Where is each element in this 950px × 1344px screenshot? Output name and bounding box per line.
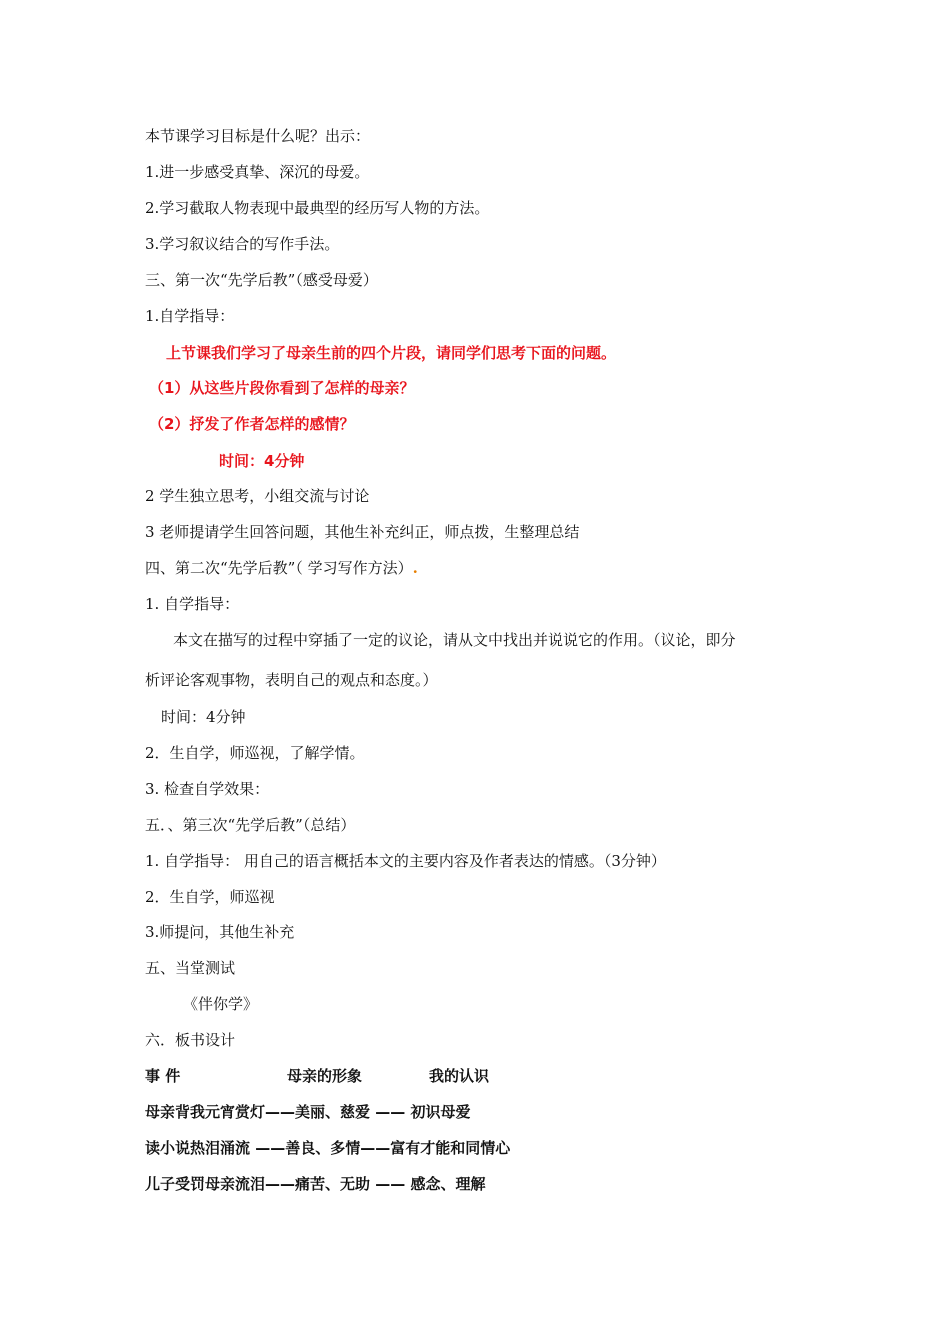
section-4-guide: 1. 自学指导： <box>145 595 240 613</box>
section-4-heading-text: 四、第二次“先学后教”（ 学习写作方法） <box>145 559 413 577</box>
section-3-step-3: 3 老师提请学生回答问题，其他生补充纠正，师点拨，生整理总结 <box>145 523 580 541</box>
goals-intro: 本节课学习目标是什么呢？出示： <box>145 127 371 145</box>
section-3-step-2: 2 学生独立思考，小组交流与讨论 <box>145 487 370 505</box>
section-5a-heading: 五．、第三次“先学后教”（总结） <box>145 816 356 834</box>
goal-item-3: 3.学习叙议结合的写作手法。 <box>145 235 340 253</box>
goal-item-1: 1.进一步感受真挚、深沉的母爱。 <box>145 163 370 181</box>
board-header-image: 母亲的形象 <box>287 1067 363 1085</box>
section-5a-guide: 1. 自学指导： 用自己的语言概括本文的主要内容及作者表达的情感。（3分钟） <box>145 852 666 870</box>
board-row-1: 母亲背我元宵赏灯——美丽、慈爱 —— 初识母爱 <box>145 1103 471 1121</box>
section-3-question-intro: 上节课我们学习了母亲生前的四个片段，请同学们思考下面的问题。 <box>166 344 617 362</box>
section-4-paragraph-line-2: 析评论客观事物，表明自己的观点和态度。） <box>145 671 438 689</box>
section-4-time: 时间：4分钟 <box>161 708 246 726</box>
section-3-question-1: （1）从这些片段你看到了怎样的母亲？ <box>149 379 415 397</box>
section-3-time: 时间：4分钟 <box>219 452 305 470</box>
section-5b-book: 《伴你学》 <box>183 995 259 1013</box>
board-header-event: 事 件 <box>145 1067 181 1085</box>
goal-item-2: 2.学习截取人物表现中最典型的经历写人物的方法。 <box>145 199 490 217</box>
section-3-question-2: （2）抒发了作者怎样的感情？ <box>149 415 355 433</box>
section-5a-step-3: 3.师提问，其他生补充 <box>145 923 295 941</box>
section-3-heading: 三、第一次“先学后教”（感受母爱） <box>145 271 378 289</box>
section-4-heading-dot: . <box>412 559 418 577</box>
board-header-row <box>145 1066 489 1086</box>
board-header-understanding: 我的认识 <box>429 1067 490 1085</box>
board-row-3: 儿子受罚母亲流泪——痛苦、无助 —— 感念、理解 <box>145 1175 486 1193</box>
section-3-guide: 1.自学指导： <box>145 307 235 325</box>
section-4-step-2: 2．生自学，师巡视，了解学情。 <box>145 744 365 762</box>
section-5a-step-2: 2．生自学，师巡视 <box>145 888 275 906</box>
section-4-step-3: 3. 检查自学效果： <box>145 780 270 798</box>
section-5b-heading: 五、当堂测试 <box>145 959 236 977</box>
board-row-2: 读小说热泪涌流 ——善良、多情——富有才能和同情心 <box>145 1139 511 1157</box>
section-4-paragraph-line-1: 本文在描写的过程中穿插了一定的议论，请从文中找出并说说它的作用。（议论，即分 <box>173 631 736 649</box>
section-4-heading <box>145 558 418 578</box>
section-6-heading: 六．板书设计 <box>145 1031 236 1049</box>
